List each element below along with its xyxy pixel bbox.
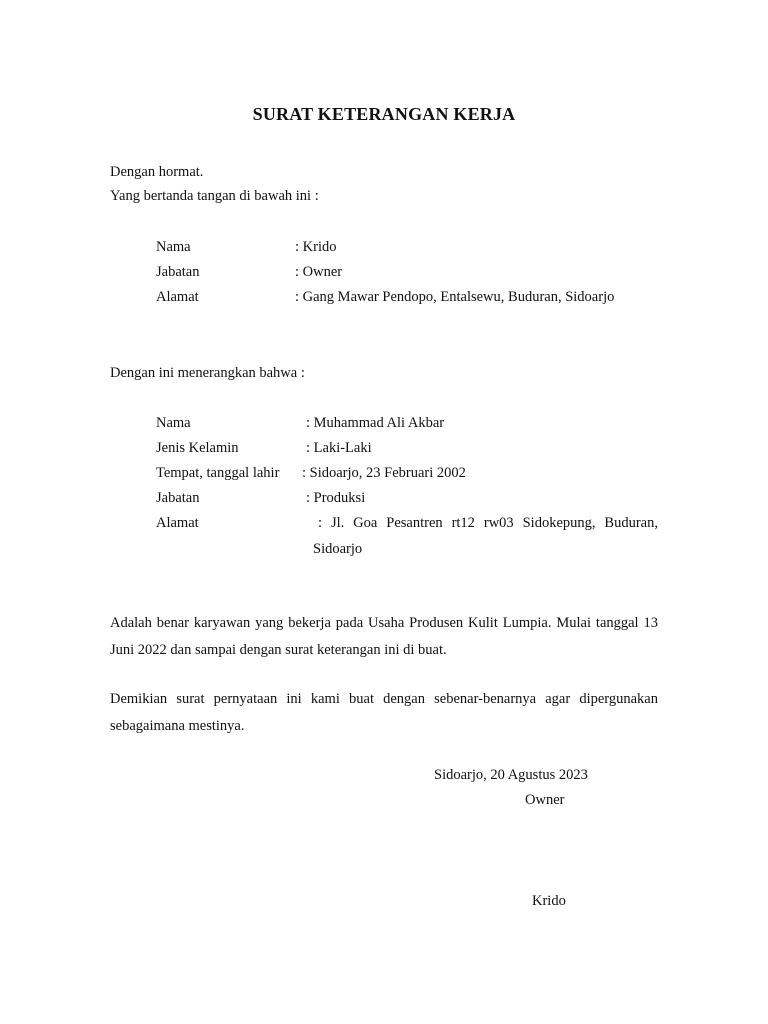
employee-address-continuation: Sidoarjo	[313, 541, 363, 557]
greeting: Dengan hormat.	[110, 164, 204, 180]
employee-address-value: : Jl. Goa Pesantren rt12 rw03 Sidokepung, Buduran,	[318, 515, 658, 531]
employee-address-label: Alamat	[156, 515, 199, 531]
paragraph-closing: Demikian surat pernyataan ini kami buat dengan sebenar-benarnya agar dipergunakan sebagaimana mestinya.	[110, 691, 658, 734]
signer-address-value: : Gang Mawar Pendopo, Entalsewu, Buduran, Sidoarjo	[295, 289, 615, 305]
employee-name-label: Nama	[156, 415, 191, 431]
statement-intro: Dengan ini menerangkan bahwa :	[110, 365, 305, 381]
place-date: Sidoarjo, 20 Agustus 2023	[434, 767, 588, 783]
paragraph-employment: Adalah benar karyawan yang bekerja pada Usaha Produsen Kulit Lumpia. Mulai tanggal 13 Juni 2022 dan sampai dengan surat keterangan ini di buat.	[110, 615, 658, 658]
signer-name-value: : Krido	[295, 239, 337, 255]
employee-birth-label: Tempat, tanggal lahir	[156, 465, 280, 481]
signer-position-value: : Owner	[295, 264, 343, 280]
employee-name-value: : Muhammad Ali Akbar	[306, 415, 445, 431]
signer-position-label: Jabatan	[156, 264, 200, 280]
signer-address-label: Alamat	[156, 289, 199, 305]
employee-position-value: : Produksi	[306, 490, 366, 506]
employee-position-label: Jabatan	[156, 490, 200, 506]
intro-text: Yang bertanda tangan di bawah ini :	[110, 188, 319, 204]
employee-birth-value: : Sidoarjo, 23 Februari 2002	[302, 465, 466, 481]
signer-signature-name: Krido	[532, 893, 566, 909]
letter-title: SURAT KETERANGAN KERJA	[252, 104, 516, 124]
employee-gender-value: : Laki-Laki	[306, 440, 372, 456]
employee-gender-label: Jenis Kelamin	[156, 440, 239, 456]
signer-title: Owner	[525, 792, 565, 808]
signer-name-label: Nama	[156, 239, 191, 255]
